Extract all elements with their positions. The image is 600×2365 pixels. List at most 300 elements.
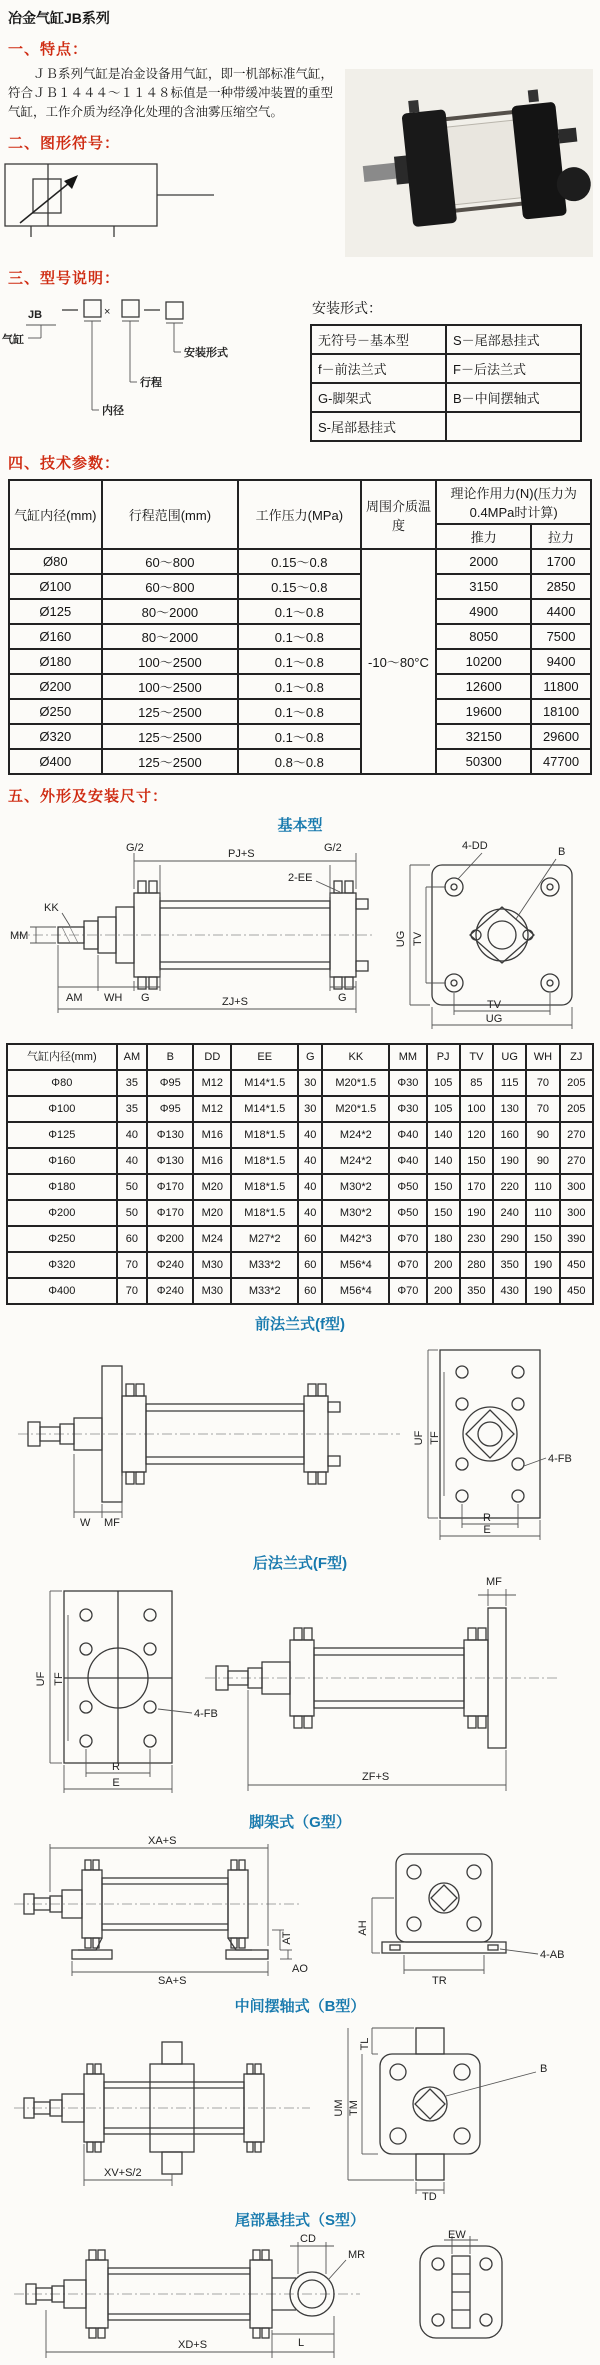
table-cell: 300 [560, 1174, 593, 1200]
dim-label: G/2 [324, 842, 342, 854]
table-cell: 10200 [436, 649, 531, 674]
table-cell: 40 [117, 1122, 148, 1148]
dim-label: TV [486, 999, 502, 1011]
column-header: PJ [427, 1044, 460, 1070]
table-cell: M30 [193, 1252, 231, 1278]
table-cell: 450 [560, 1252, 593, 1278]
dim-label: WH [104, 992, 123, 1004]
table-cell: 270 [560, 1148, 593, 1174]
column-header-push: 推力 [436, 524, 531, 549]
table-cell: 70 [117, 1252, 148, 1278]
dim-label: MR [348, 2249, 366, 2261]
table-cell: 190 [493, 1148, 526, 1174]
table-cell: 0.15～0.8 [238, 574, 361, 599]
page-title: 冶金气缸JB系列 [8, 10, 110, 26]
table-row [7, 1148, 593, 1174]
dim-label: AH [357, 1920, 369, 1936]
table-cell: Φ100 [7, 1096, 117, 1122]
dim-label: TL [359, 2037, 371, 2051]
column-header: AM [117, 1044, 148, 1070]
dim-label: EW [448, 2230, 466, 2241]
table-cell: 32150 [436, 724, 531, 749]
drawing-title-basic: 基本型 [277, 817, 323, 834]
dim-label: AO [292, 1963, 308, 1975]
table-cell: 35 [117, 1070, 148, 1096]
column-header-stroke: 行程范围(mm) [102, 480, 238, 549]
table-cell: M20*1.5 [322, 1070, 389, 1096]
clevis-mount-drawing [0, 2230, 600, 2365]
column-header: ZJ [560, 1044, 593, 1070]
table-cell: 160 [493, 1122, 526, 1148]
table-cell: f－前法兰式 [311, 354, 446, 383]
table-cell: 1700 [531, 549, 591, 574]
table-cell: 140 [427, 1148, 460, 1174]
table-cell: Φ30 [389, 1096, 426, 1122]
dim-label: XA+S [148, 1835, 177, 1847]
table-row [7, 1278, 593, 1304]
table-cell: 115 [493, 1070, 526, 1096]
dim-label: TF [53, 1672, 65, 1686]
dim-label: E [483, 1524, 491, 1536]
table-cell: Φ80 [7, 1070, 117, 1096]
table-row [7, 1070, 593, 1096]
foot-mount-drawing [0, 1832, 600, 1987]
dim-label: W [80, 1517, 91, 1529]
table-cell: 40 [298, 1200, 322, 1226]
features-paragraph: ＪＢ系列气缸是冶金设备用气缸，即一机部标准气缸，符合ＪＢ１４４４～１１４８标值是一种带缓冲装置的重型气缸，工作介质为经净化处理的含油雾压缩空气。 [8, 67, 334, 119]
table-row [311, 383, 581, 412]
table-row [7, 1252, 593, 1278]
table-cell: B－中间摆轴式 [446, 383, 581, 412]
table-cell: 180 [427, 1226, 460, 1252]
table-cell: 0.1～0.8 [238, 674, 361, 699]
front-flange-drawing [0, 1334, 600, 1544]
table-cell: 60 [298, 1278, 322, 1304]
column-header: DD [193, 1044, 231, 1070]
table-row [9, 749, 591, 774]
table-cell: Ø125 [9, 599, 102, 624]
dim-label: TR [432, 1975, 447, 1987]
table-row [311, 354, 581, 383]
table-row [7, 1226, 593, 1252]
table-cell: 0.15～0.8 [238, 549, 361, 574]
table-cell: 125～2500 [102, 724, 238, 749]
dim-label: B [540, 2063, 548, 2075]
table-cell: 85 [460, 1070, 493, 1096]
dim-label: R [112, 1761, 120, 1773]
table-cell: M42*3 [322, 1226, 389, 1252]
table-cell: 60 [117, 1226, 148, 1252]
table-cell: 220 [493, 1174, 526, 1200]
table-cell: 无符号－基本型 [311, 325, 446, 354]
basic-type-drawing [0, 835, 600, 1035]
table-cell: 2850 [531, 574, 591, 599]
table-cell: M14*1.5 [231, 1096, 298, 1122]
table-cell: 110 [526, 1174, 559, 1200]
table-cell: Φ240 [147, 1278, 193, 1304]
table-cell: 450 [560, 1278, 593, 1304]
table-cell: F－后法兰式 [446, 354, 581, 383]
table-cell: M18*1.5 [231, 1174, 298, 1200]
table-cell: 190 [460, 1200, 493, 1226]
table-cell: Φ200 [7, 1200, 117, 1226]
table-row [9, 624, 591, 649]
dim-label: L [298, 2337, 305, 2349]
table-cell: 60～800 [102, 574, 238, 599]
table-cell: Φ200 [147, 1226, 193, 1252]
table-cell: 190 [526, 1252, 559, 1278]
table-cell: 105 [427, 1096, 460, 1122]
table-cell: 30 [298, 1096, 322, 1122]
table-row [7, 1096, 593, 1122]
table-cell: Φ40 [389, 1148, 426, 1174]
table-row [9, 649, 591, 674]
dim-label: UF [35, 1671, 47, 1687]
dim-label: SA+S [158, 1975, 187, 1987]
dim-label: CD [300, 2233, 316, 2245]
section-heading-symbol: 二、图形符号： [8, 135, 121, 152]
table-cell: Ø320 [9, 724, 102, 749]
table-row [7, 1122, 593, 1148]
table-cell: 125～2500 [102, 699, 238, 724]
dim-label: KK [44, 902, 59, 914]
dim-label: XD+S [178, 2339, 208, 2351]
rear-flange-drawing [0, 1573, 600, 1803]
table-cell: Φ240 [147, 1252, 193, 1278]
dim-label: UG [395, 930, 407, 948]
dim-label: UM [333, 2099, 345, 2117]
table-cell: 70 [526, 1096, 559, 1122]
table-cell: M14*1.5 [231, 1070, 298, 1096]
table-cell: M20*1.5 [322, 1096, 389, 1122]
section-heading-model: 三、型号说明： [8, 270, 121, 287]
table-row [7, 1200, 593, 1226]
column-header-temp: 周围介质温度 [361, 480, 437, 549]
table-cell: 100～2500 [102, 649, 238, 674]
table-cell: 125～2500 [102, 749, 238, 774]
table-cell: 12600 [436, 674, 531, 699]
model-label-mounting: 安装形式 [184, 347, 228, 359]
drawing-title-clevis: 尾部悬挂式（S型） [234, 2212, 365, 2229]
dim-label: G/2 [126, 842, 144, 854]
table-cell: 60 [298, 1252, 322, 1278]
table-cell: Φ50 [389, 1174, 426, 1200]
table-cell: 60 [298, 1226, 322, 1252]
table-cell: M30*2 [322, 1174, 389, 1200]
table-cell: 50 [117, 1174, 148, 1200]
table-cell: Φ180 [7, 1174, 117, 1200]
table-cell: Ø400 [9, 749, 102, 774]
table-cell: Ø250 [9, 699, 102, 724]
dimension-table-header-row [7, 1044, 593, 1070]
table-cell: 150 [427, 1200, 460, 1226]
table-cell: M18*1.5 [231, 1148, 298, 1174]
drawing-title-foot: 脚架式（G型） [249, 1814, 351, 1831]
table-cell: 80～2000 [102, 599, 238, 624]
table-cell: 80～2000 [102, 624, 238, 649]
table-cell: 100 [460, 1096, 493, 1122]
table-row [7, 1174, 593, 1200]
table-cell: M30 [193, 1278, 231, 1304]
table-cell: 50300 [436, 749, 531, 774]
table-cell: 40 [298, 1122, 322, 1148]
table-cell: 4900 [436, 599, 531, 624]
dim-label: UG [485, 1013, 503, 1025]
table-row [9, 674, 591, 699]
model-code: JB [28, 309, 43, 321]
table-cell: M56*4 [322, 1252, 389, 1278]
table-cell: M18*1.5 [231, 1122, 298, 1148]
table-cell: 8050 [436, 624, 531, 649]
table-cell: 280 [460, 1252, 493, 1278]
dim-label: 4-FB [548, 1453, 572, 1465]
table-cell: G-脚架式 [311, 383, 446, 412]
table-row [9, 574, 591, 599]
table-cell: Φ70 [389, 1252, 426, 1278]
table-cell: 350 [493, 1252, 526, 1278]
table-cell: 35 [117, 1096, 148, 1122]
drawing-title-front-flange: 前法兰式(f型) [255, 1316, 345, 1333]
dim-label: MF [486, 1576, 502, 1588]
table-cell: Φ40 [389, 1122, 426, 1148]
table-row [311, 325, 581, 354]
table-cell: 105 [427, 1070, 460, 1096]
table-cell: 205 [560, 1096, 593, 1122]
table-cell: M56*4 [322, 1278, 389, 1304]
table-cell: 7500 [531, 624, 591, 649]
dim-label: 2-EE [288, 872, 313, 884]
table-cell: M18*1.5 [231, 1200, 298, 1226]
model-label-cylinder: 气缸 [2, 334, 24, 346]
table-cell: 40 [117, 1148, 148, 1174]
table-cell: 390 [560, 1226, 593, 1252]
table-cell: Φ170 [147, 1174, 193, 1200]
table-cell: M24*2 [322, 1148, 389, 1174]
table-cell: 29600 [531, 724, 591, 749]
table-cell: 270 [560, 1122, 593, 1148]
drawing-title-trunnion: 中间摆轴式（B型） [234, 1998, 366, 2015]
trunnion-mount-drawing [0, 2016, 600, 2201]
column-header: UG [493, 1044, 526, 1070]
table-cell: 200 [427, 1278, 460, 1304]
table-cell: 50 [117, 1200, 148, 1226]
table-cell: 170 [460, 1174, 493, 1200]
table-cell: M20 [193, 1174, 231, 1200]
table-cell: M16 [193, 1148, 231, 1174]
table-row [9, 599, 591, 624]
table-cell: M24 [193, 1226, 231, 1252]
table-cell: 190 [526, 1278, 559, 1304]
table-cell: 40 [298, 1148, 322, 1174]
table-cell: Φ170 [147, 1200, 193, 1226]
dim-label: 4-AB [540, 1949, 565, 1961]
table-cell: S－尾部悬挂式 [446, 325, 581, 354]
table-cell: 430 [493, 1278, 526, 1304]
column-header: B [147, 1044, 193, 1070]
dim-label: R [483, 1512, 491, 1524]
column-header-force: 理论作用力(N)(压力为0.4MPa时计算) [436, 480, 591, 524]
column-header: G [298, 1044, 322, 1070]
dim-label: 4-DD [462, 840, 488, 852]
dimension-table-body [7, 1070, 593, 1304]
table-cell: M20 [193, 1200, 231, 1226]
table-cell: 0.1～0.8 [238, 649, 361, 674]
tech-table-body [9, 549, 591, 774]
table-cell: 0.1～0.8 [238, 624, 361, 649]
section-heading-dims: 五、外形及安装尺寸： [8, 788, 169, 805]
table-row [311, 412, 581, 441]
table-cell: 100～2500 [102, 674, 238, 699]
dim-label: ZJ+S [222, 996, 248, 1008]
table-cell: M33*2 [231, 1252, 298, 1278]
table-cell: Φ95 [147, 1096, 193, 1122]
column-header: EE [231, 1044, 298, 1070]
table-cell: 0.1～0.8 [238, 699, 361, 724]
dim-label: PJ+S [228, 848, 255, 860]
table-cell: Φ130 [147, 1122, 193, 1148]
table-cell: 150 [427, 1174, 460, 1200]
mounting-forms-block [310, 298, 582, 442]
table-cell: 0.1～0.8 [238, 599, 361, 624]
dim-label: TD [422, 2191, 437, 2201]
section-heading-tech: 四、技术参数： [8, 455, 121, 472]
table-cell: 200 [427, 1252, 460, 1278]
table-cell: 150 [526, 1226, 559, 1252]
table-cell: Φ95 [147, 1070, 193, 1096]
table-cell: 2000 [436, 549, 531, 574]
table-cell: 90 [526, 1148, 559, 1174]
table-cell: M24*2 [322, 1122, 389, 1148]
mounting-forms-table [310, 324, 582, 442]
table-cell: Ø100 [9, 574, 102, 599]
dim-label: UF [413, 1430, 425, 1446]
table-cell: S-尾部悬挂式 [311, 412, 446, 441]
table-cell: 110 [526, 1200, 559, 1226]
temp-range-cell: -10～80°C [361, 549, 437, 774]
table-cell: Φ70 [389, 1226, 426, 1252]
mounting-table-body [311, 325, 581, 441]
table-cell: 120 [460, 1122, 493, 1148]
table-cell: Φ250 [7, 1226, 117, 1252]
column-header: WH [526, 1044, 559, 1070]
table-cell: Φ30 [389, 1070, 426, 1096]
table-cell: 60～800 [102, 549, 238, 574]
table-cell: Φ50 [389, 1200, 426, 1226]
table-cell: 9400 [531, 649, 591, 674]
table-cell: Ø200 [9, 674, 102, 699]
table-cell: Φ70 [389, 1278, 426, 1304]
table-cell: 4400 [531, 599, 591, 624]
table-cell: Ø180 [9, 649, 102, 674]
table-cell: 150 [460, 1148, 493, 1174]
model-designation-diagram [0, 292, 310, 432]
graphic-symbol-diagram [0, 157, 240, 245]
table-cell: 47700 [531, 749, 591, 774]
table-cell: M30*2 [322, 1200, 389, 1226]
column-header: TV [460, 1044, 493, 1070]
table-row [9, 724, 591, 749]
table-cell: 70 [117, 1278, 148, 1304]
column-header-pressure: 工作压力(MPa) [238, 480, 361, 549]
table-cell: M12 [193, 1096, 231, 1122]
dim-label: E [112, 1777, 120, 1789]
dim-label: MM [10, 930, 29, 942]
column-header: KK [322, 1044, 389, 1070]
table-cell: 140 [427, 1122, 460, 1148]
dim-label: G [338, 992, 347, 1004]
table-cell: 0.8～0.8 [238, 749, 361, 774]
model-label-bore: 内径 [102, 405, 124, 417]
product-photo [345, 69, 593, 257]
table-cell: Ø80 [9, 549, 102, 574]
table-cell: Ø160 [9, 624, 102, 649]
dim-label: ZF+S [362, 1771, 390, 1783]
table-cell: 90 [526, 1122, 559, 1148]
dim-label: G [141, 992, 150, 1004]
dim-label: AM [66, 992, 83, 1004]
column-header-pull: 拉力 [531, 524, 591, 549]
table-cell: 230 [460, 1226, 493, 1252]
tech-params-table [8, 479, 592, 775]
dim-label: MF [104, 1517, 120, 1529]
features-section [0, 63, 600, 257]
table-row [9, 549, 591, 574]
table-row [9, 699, 591, 724]
table-cell: 350 [460, 1278, 493, 1304]
table-cell: M33*2 [231, 1278, 298, 1304]
column-header: 气缸内径(mm) [7, 1044, 117, 1070]
table-cell: Φ400 [7, 1278, 117, 1304]
table-cell: 205 [560, 1070, 593, 1096]
model-multiply-sign: × [104, 306, 111, 318]
dim-label: TF [429, 1431, 441, 1445]
dimension-table [6, 1043, 594, 1305]
table-cell: 300 [560, 1200, 593, 1226]
dim-label: 4-FB [194, 1708, 218, 1720]
dim-label: TV [412, 931, 424, 947]
dim-label: B [558, 846, 566, 858]
drawing-title-rear-flange: 后法兰式(F型) [252, 1555, 348, 1572]
column-header: MM [389, 1044, 426, 1070]
mounting-forms-title: 安装形式： [312, 300, 382, 316]
dim-label: AT [281, 1931, 293, 1945]
model-label-stroke: 行程 [140, 377, 162, 389]
dim-label: XV+S/2 [104, 2167, 142, 2179]
table-cell: Φ130 [147, 1148, 193, 1174]
model-section [0, 292, 600, 442]
table-cell: M27*2 [231, 1226, 298, 1252]
column-header-bore: 气缸内径(mm) [9, 480, 102, 549]
arrow-head [64, 175, 78, 189]
table-cell: 240 [493, 1200, 526, 1226]
table-cell: 0.1～0.8 [238, 724, 361, 749]
table-cell: 19600 [436, 699, 531, 724]
table-cell: 70 [526, 1070, 559, 1096]
table-cell: M16 [193, 1122, 231, 1148]
table-cell: Φ160 [7, 1148, 117, 1174]
table-cell: 130 [493, 1096, 526, 1122]
table-cell: M12 [193, 1070, 231, 1096]
table-cell: 3150 [436, 574, 531, 599]
section-heading-features: 一、特点： [8, 41, 89, 58]
table-cell: Φ320 [7, 1252, 117, 1278]
table-cell: Φ125 [7, 1122, 117, 1148]
table-cell: 40 [298, 1174, 322, 1200]
dim-label: TM [348, 2100, 360, 2116]
table-cell: 290 [493, 1226, 526, 1252]
table-cell [446, 412, 581, 441]
table-cell: 11800 [531, 674, 591, 699]
